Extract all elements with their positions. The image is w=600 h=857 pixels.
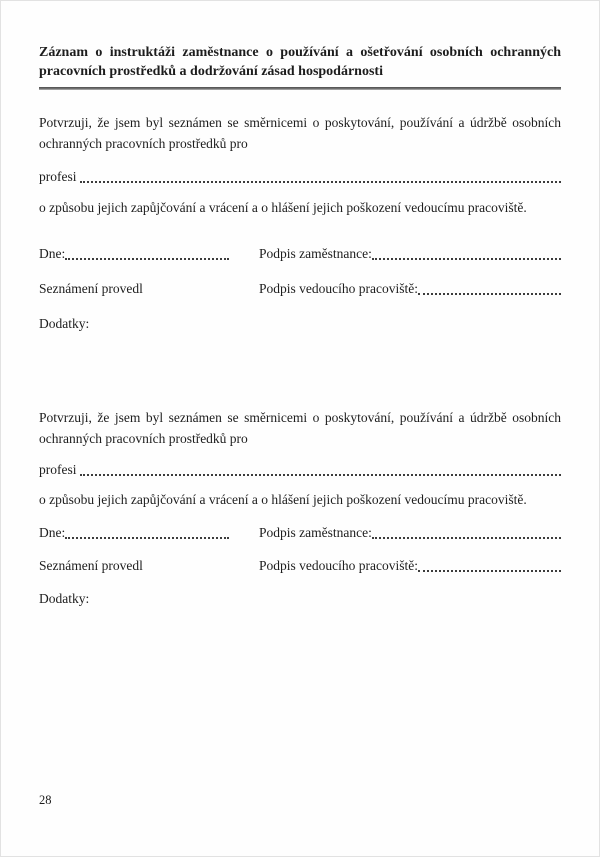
profession-row bbox=[39, 461, 561, 479]
title-divider-rule bbox=[39, 87, 561, 90]
date-and-employee-signature-row bbox=[39, 245, 561, 263]
employee-signature-label: Podpis zaměstnance: bbox=[259, 525, 372, 540]
employee-signature-cell bbox=[259, 524, 561, 542]
date-label: Dne: bbox=[39, 525, 66, 540]
supervisor-signature-label: Podpis vedoucího pracoviště: bbox=[259, 558, 418, 573]
instruction-record-section-1 bbox=[39, 112, 561, 333]
instructed-by-label: Seznámení provedl bbox=[39, 281, 143, 296]
confirmation-paragraph-line-1: Potvrzuji, že jsem byl seznámen se směrnicemi o poskytování, používání a údržbě osobních bbox=[39, 115, 561, 130]
employee-signature-label: Podpis zaměstnance: bbox=[259, 246, 372, 261]
supervisor-signature-label: Podpis vedoucího pracoviště: bbox=[259, 281, 418, 296]
document-title bbox=[39, 43, 561, 81]
employee-signature-fill-line bbox=[372, 245, 561, 260]
profession-label: profesi bbox=[39, 462, 77, 477]
instruction-record-section-2 bbox=[39, 407, 561, 608]
date-cell bbox=[39, 245, 259, 263]
return-note: o způsobu jejich zapůjčování a vrácení a o hlášení jejich poškození vedoucímu pracoviště. bbox=[39, 492, 527, 507]
addenda-label: Dodatky: bbox=[39, 591, 90, 606]
instructed-by-cell bbox=[39, 280, 259, 298]
date-fill-line bbox=[65, 245, 229, 260]
instructed-by-cell bbox=[39, 557, 259, 575]
date-fill-line bbox=[65, 524, 229, 539]
addenda-row bbox=[39, 590, 561, 608]
profession-row bbox=[39, 168, 561, 186]
date-cell bbox=[39, 524, 259, 542]
instructed-by-label: Seznámení provedl bbox=[39, 558, 143, 573]
supervisor-signature-fill-line bbox=[418, 557, 561, 572]
date-and-employee-signature-row bbox=[39, 524, 561, 542]
confirmation-paragraph-line-1: Potvrzuji, že jsem byl seznámen se směrnicemi o poskytování, používání a údržbě osobních bbox=[39, 410, 561, 425]
employee-signature-cell bbox=[259, 245, 561, 263]
confirmation-paragraph bbox=[39, 407, 561, 449]
addenda-label: Dodatky: bbox=[39, 316, 90, 331]
profession-fill-line bbox=[80, 461, 562, 476]
document-title-line-1: Záznam o instruktáži zaměstnance o používání a ošetřování osobních ochranných bbox=[39, 45, 561, 60]
date-label: Dne: bbox=[39, 246, 66, 261]
supervisor-signature-cell bbox=[259, 280, 561, 298]
instructed-by-and-supervisor-signature-row bbox=[39, 280, 561, 298]
employee-signature-fill-line bbox=[372, 524, 561, 539]
addenda-row bbox=[39, 315, 561, 333]
supervisor-signature-cell bbox=[259, 557, 561, 575]
confirmation-paragraph-line-2: ochranných pracovních prostředků pro bbox=[39, 431, 248, 446]
confirmation-paragraph-line-2: ochranných pracovních prostředků pro bbox=[39, 136, 248, 151]
return-note: o způsobu jejich zapůjčování a vrácení a o hlášení jejich poškození vedoucímu pracoviště. bbox=[39, 200, 527, 215]
document-title-line-2: pracovních prostředků a dodržování zásad hospodárnosti bbox=[39, 64, 383, 79]
profession-fill-line bbox=[80, 168, 562, 183]
instructed-by-and-supervisor-signature-row bbox=[39, 557, 561, 575]
page-number: 28 bbox=[39, 793, 52, 807]
confirmation-paragraph bbox=[39, 112, 561, 154]
supervisor-signature-fill-line bbox=[418, 280, 561, 295]
profession-label: profesi bbox=[39, 169, 77, 184]
